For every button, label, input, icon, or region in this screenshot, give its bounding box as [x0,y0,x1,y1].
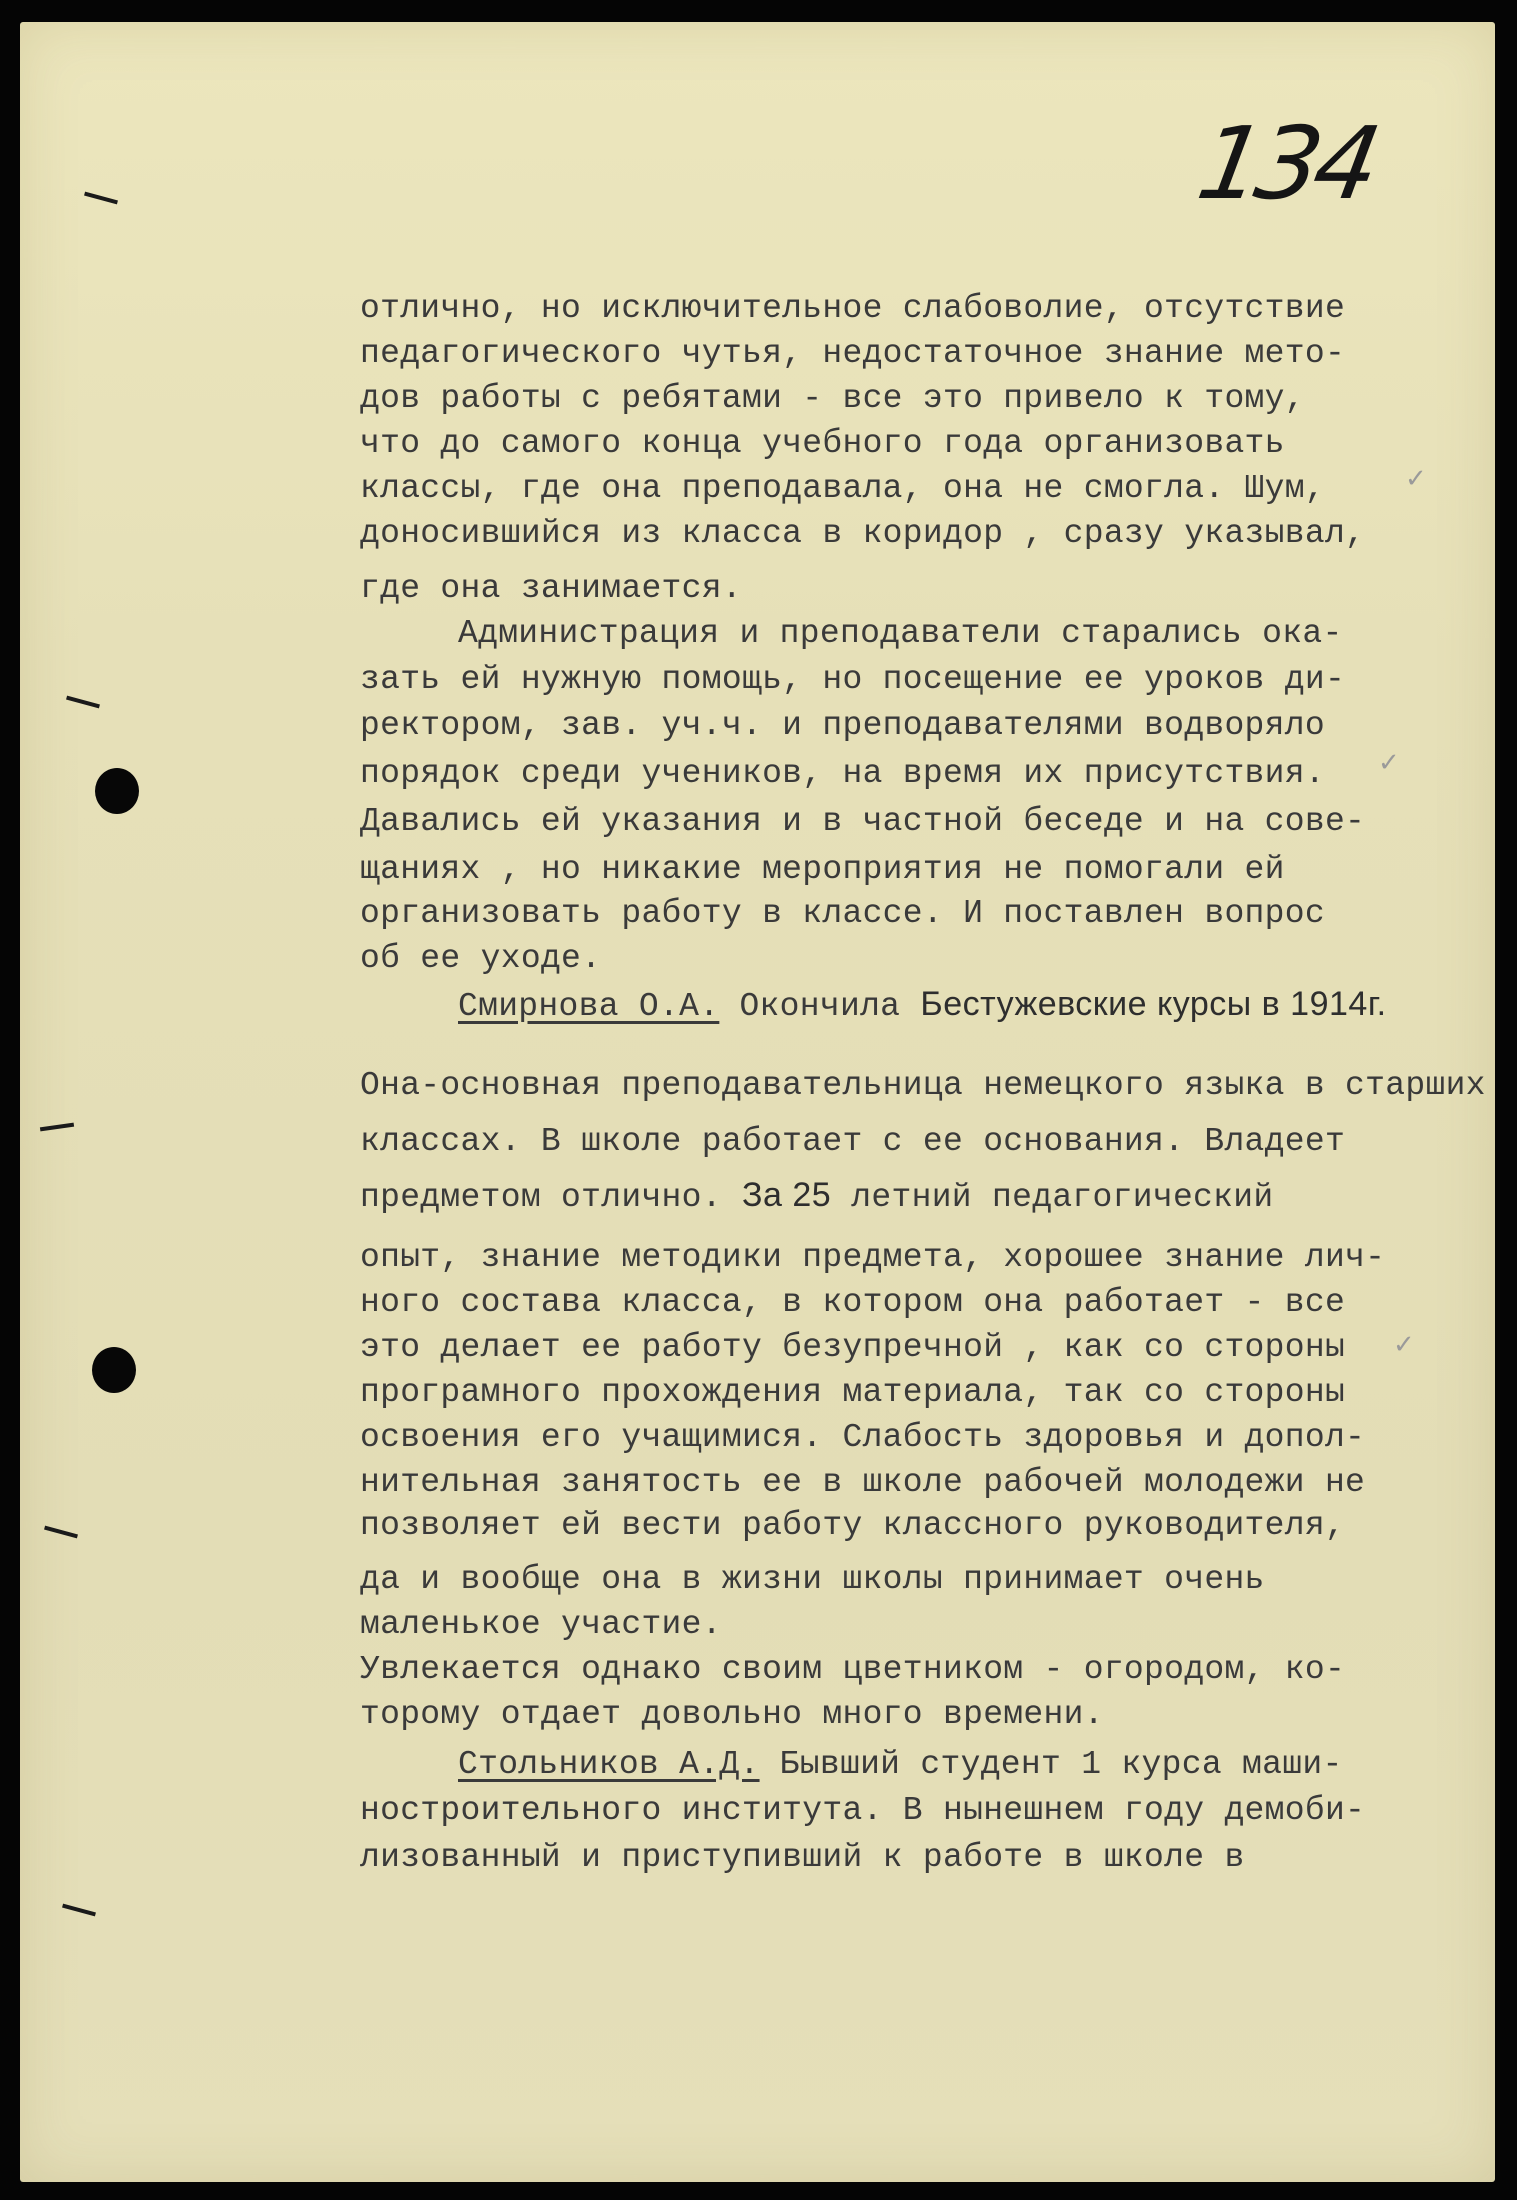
text-line: ного состава класса, в котором она работает - все [360,1284,1346,1321]
text-line: Давались ей указания и в частной беседе и на сове- [360,803,1366,840]
punch-hole [95,768,139,814]
text-line: классы, где она преподавала, она не смогла. Шум, [360,470,1325,507]
text-line: порядок среди учеников, на время их присутствия. [360,755,1325,792]
text-line: доносившийся из класса в коридор , сразу указывал, [360,515,1366,552]
punch-hole [92,1347,136,1393]
text-line: предметом отлично. За 25 летний педагогический [360,1176,1274,1216]
text-line: зать ей нужную помощь, но посещение ее уроков ди- [360,661,1346,698]
text-line: лизованный и приступивший к работе в школе в [360,1839,1245,1876]
text-line: это делает ее работу безупречной , как со стороны [360,1329,1346,1366]
text-line: отлично, но исключительное слабоволие, отсутствие [360,290,1346,327]
text-line: нительная занятость ее в школе рабочей молодежи не [360,1464,1366,1501]
text-line: торому отдает довольно много времени. [360,1696,1104,1733]
text-line: щаниях , но никакие мероприятия не помогали ей [360,851,1285,888]
text-line: где она занимается. [360,570,742,607]
text-line: организовать работу в классе. И поставлен вопрос [360,895,1325,932]
text-line: что до самого конца учебного года организовать [360,425,1285,462]
text-line: да и вообще она в жизни школы принимает очень [360,1561,1265,1598]
text-line: об ее уходе. [360,940,602,977]
text-line: Увлекается однако своим цветником - огородом, ко- [360,1651,1346,1688]
text-line: педагогического чутья, недостаточное знание мето- [360,335,1346,372]
text-line: позволяет ей вести работу классного руководителя, [360,1507,1346,1544]
text-line: Стольников А.Д. Бывший студент 1 курса маши- [458,1746,1343,1783]
person-name: Стольников А.Д. [458,1746,760,1783]
text-line: освоения его учащимися. Слабость здоровья и допол- [360,1419,1366,1456]
text-line: дов работы с ребятами - все это привело к тому, [360,380,1305,417]
text-line: програмного прохождения материала, так со стороны [360,1374,1346,1411]
page-number: 134 [1189,105,1384,222]
text-line: ностроительного института. В нынешнем году демоби- [360,1792,1366,1829]
text-line: Она-основная преподавательница немецкого языка в старших [360,1067,1486,1104]
person-name: Смирнова О.А. [458,988,720,1025]
text-line: опыт, знание методики предмета, хорошее знание лич- [360,1239,1386,1276]
text-line: классах. В школе работает с ее основания. Владеет [360,1123,1346,1160]
check-mark-icon: ✓ [1405,464,1427,494]
text-line: Смирнова О.А. Окончила Бестужевские курсы в 1914г. [458,985,1387,1025]
added-text: За 25 [741,1176,832,1214]
check-mark-icon: ✓ [1393,1330,1415,1360]
check-mark-icon: ✓ [1378,748,1400,778]
added-text: Бестужевские курсы в 1914г. [920,985,1387,1023]
text-line: маленькое участие. [360,1606,722,1643]
text-line: Администрация и преподаватели старались ока- [458,615,1343,652]
text-line: ректором, зав. уч.ч. и преподавателями водворяло [360,707,1325,744]
